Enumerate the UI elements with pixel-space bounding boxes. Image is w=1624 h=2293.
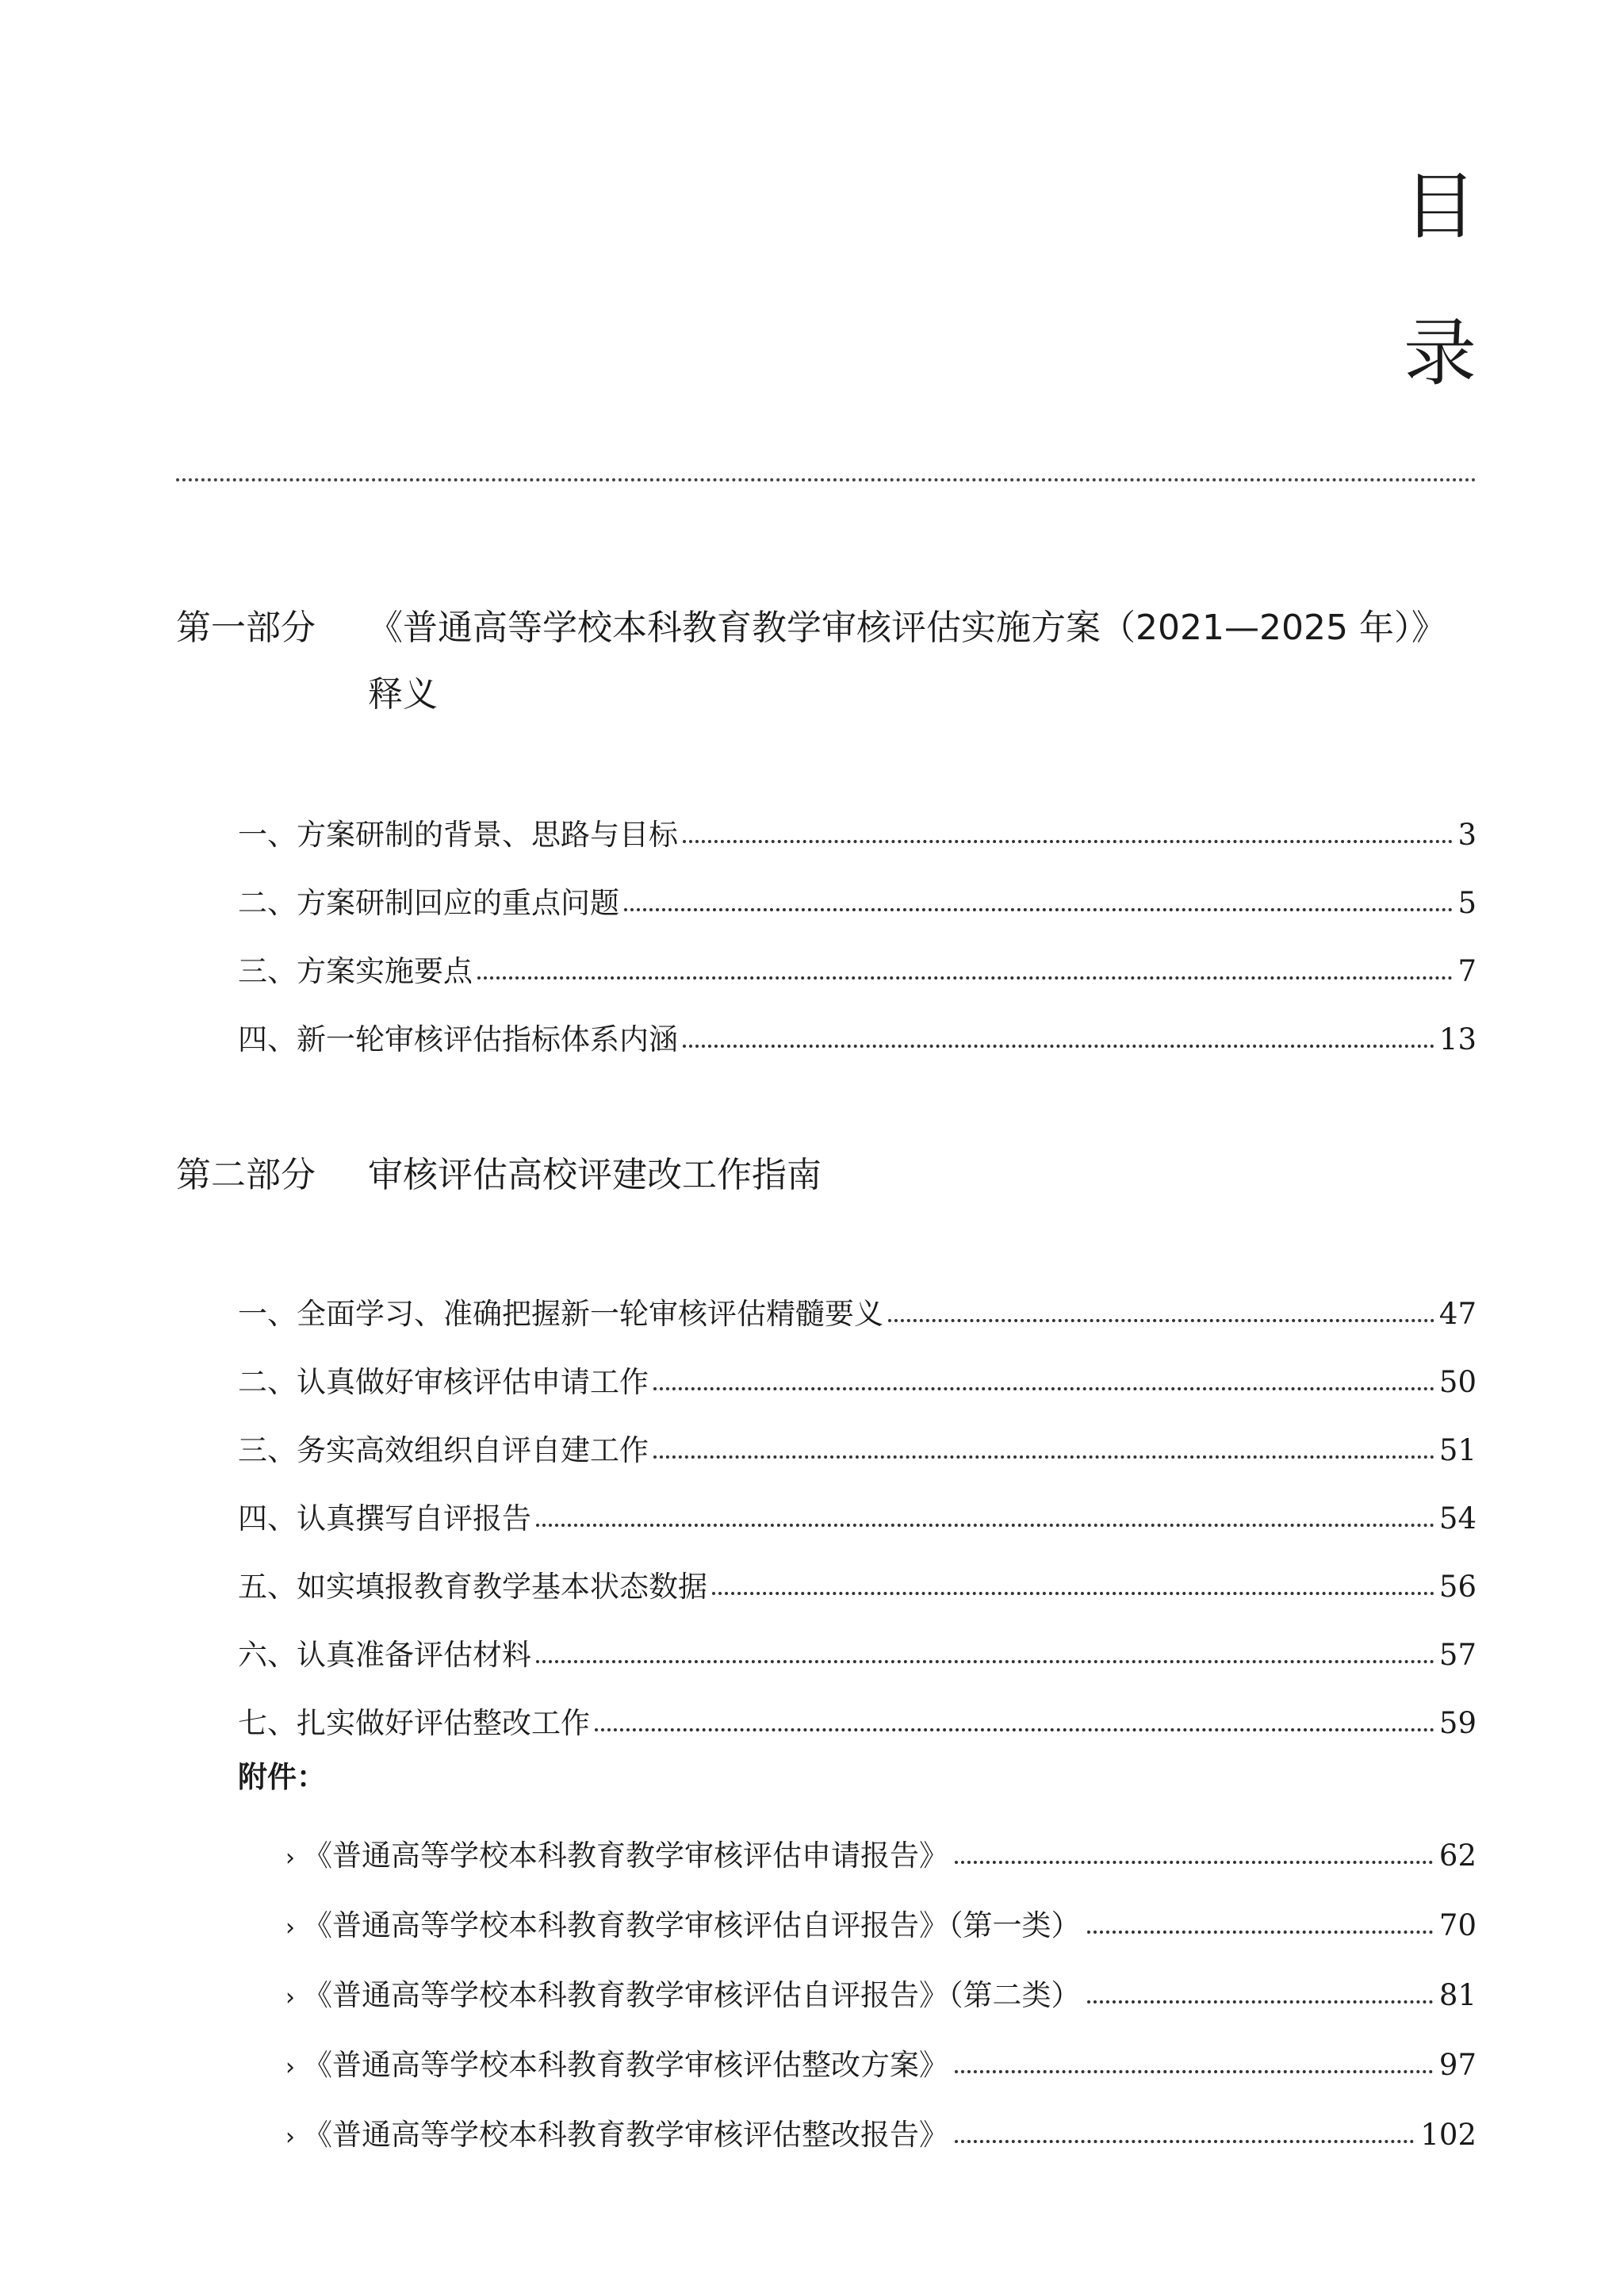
toc-entry[interactable] — [238, 1553, 1477, 1621]
toc-entry-title: 五、如实填报教育教学基本状态数据 — [238, 1570, 707, 1604]
toc-entry-page: 3 — [1457, 818, 1477, 852]
part1-toc-list — [238, 801, 1477, 1074]
attachment-entry[interactable] — [285, 1891, 1477, 1961]
toc-entry-title: 四、认真撰写自评报告 — [238, 1501, 531, 1536]
dot-leader — [624, 908, 1453, 911]
attachment-page: 62 — [1438, 1839, 1477, 1873]
toc-entry-title: 一、全面学习、准确把握新一轮审核评估精髓要义 — [238, 1297, 883, 1331]
toc-title-char-2: 录 — [1404, 311, 1477, 396]
toc-entry[interactable] — [238, 1417, 1477, 1485]
dot-leader — [955, 2140, 1414, 2143]
attachment-entry[interactable] — [285, 1961, 1477, 2030]
part2-title: 审核评估高校评建改工作指南 — [368, 1155, 822, 1195]
toc-entry-title: 一、方案研制的背景、思路与目标 — [238, 818, 678, 852]
chevron-right-icon: › — [285, 2053, 295, 2081]
toc-entry-title: 三、务实高效组织自评自建工作 — [238, 1433, 649, 1467]
dot-leader — [536, 1524, 1434, 1527]
chevron-right-icon: › — [285, 1844, 295, 1872]
attachment-title: 《普通高等学校本科教育教学审核评估整改方案》 — [303, 2048, 948, 2082]
attachments-list — [285, 1821, 1477, 2170]
chevron-right-icon: › — [285, 1984, 295, 2011]
attachment-title: 《普通高等学校本科教育教学审核评估整改报告》 — [303, 2118, 948, 2152]
toc-entry-page: 47 — [1438, 1297, 1477, 1331]
toc-entry-page: 54 — [1438, 1501, 1477, 1536]
toc-title-char-1: 目 — [1404, 164, 1477, 249]
toc-entry[interactable] — [238, 1621, 1477, 1689]
toc-entry-page: 13 — [1438, 1022, 1477, 1056]
toc-entry-title: 四、新一轮审核评估指标体系内涵 — [238, 1022, 678, 1056]
attachment-title: 《普通高等学校本科教育教学审核评估申请报告》 — [303, 1839, 948, 1873]
toc-entry[interactable] — [238, 938, 1477, 1006]
attachments-label: 附件： — [238, 1759, 326, 1794]
dot-leader — [955, 1861, 1433, 1864]
chevron-right-icon: › — [285, 2123, 295, 2151]
dot-leader — [888, 1319, 1434, 1322]
attachment-page: 97 — [1438, 2048, 1477, 2082]
attachment-title: 《普通高等学校本科教育教学审核评估自评报告》（第一类） — [303, 1908, 1081, 1942]
toc-entry-page: 50 — [1438, 1365, 1477, 1399]
attachment-entry[interactable] — [285, 2030, 1477, 2100]
part1-label: 第一部分 — [176, 608, 316, 648]
chevron-right-icon: › — [285, 1914, 295, 1942]
toc-entry-page: 56 — [1438, 1570, 1477, 1604]
toc-entry-page: 51 — [1438, 1433, 1477, 1467]
toc-entry-title: 二、认真做好审核评估申请工作 — [238, 1365, 649, 1399]
attachment-page: 70 — [1438, 1908, 1477, 1942]
part2-toc-list — [238, 1280, 1477, 1758]
dot-leader — [595, 1728, 1434, 1731]
toc-entry-title: 三、方案实施要点 — [238, 954, 473, 988]
part2-heading — [176, 1142, 1477, 1209]
part2-label: 第二部分 — [176, 1155, 316, 1195]
dot-leader — [536, 1660, 1434, 1663]
attachment-entry[interactable] — [285, 2100, 1477, 2170]
attachment-entry[interactable] — [285, 1821, 1477, 1891]
dot-leader — [712, 1592, 1434, 1595]
dot-leader — [1087, 2000, 1433, 2003]
toc-entry[interactable] — [238, 1280, 1477, 1348]
toc-entry[interactable] — [238, 869, 1477, 938]
dot-leader — [683, 1045, 1434, 1048]
toc-entry-title: 七、扎实做好评估整改工作 — [238, 1706, 590, 1740]
toc-entry[interactable] — [238, 1006, 1477, 1074]
dot-leader — [683, 840, 1453, 843]
toc-entry-page: 57 — [1438, 1638, 1477, 1672]
part1-title — [368, 595, 1477, 728]
attachment-page: 81 — [1438, 1978, 1477, 2012]
toc-entry-page: 5 — [1457, 886, 1477, 920]
dot-leader — [653, 1455, 1434, 1459]
attachment-title: 《普通高等学校本科教育教学审核评估自评报告》（第二类） — [303, 1978, 1081, 2012]
dot-leader — [955, 2070, 1433, 2073]
toc-entry-page: 7 — [1457, 954, 1477, 988]
toc-entry[interactable] — [238, 1689, 1477, 1758]
dotted-divider — [176, 478, 1477, 481]
toc-entry-title: 二、方案研制回应的重点问题 — [238, 886, 619, 920]
dot-leader — [1087, 1931, 1433, 1934]
dot-leader — [477, 976, 1453, 980]
toc-entry[interactable] — [238, 1485, 1477, 1553]
toc-entry[interactable] — [238, 1348, 1477, 1417]
dot-leader — [653, 1387, 1434, 1390]
attachment-page: 102 — [1420, 2118, 1477, 2152]
toc-entry-page: 59 — [1438, 1706, 1477, 1740]
toc-entry-title: 六、认真准备评估材料 — [238, 1638, 531, 1672]
part1-heading — [176, 595, 1477, 728]
toc-entry[interactable] — [238, 801, 1477, 869]
part1-title-line2: 释义 — [368, 674, 438, 715]
part1-title-line1: 《普通高等学校本科教育教学审核评估实施方案（2021—2025 年）》 — [368, 608, 1446, 648]
